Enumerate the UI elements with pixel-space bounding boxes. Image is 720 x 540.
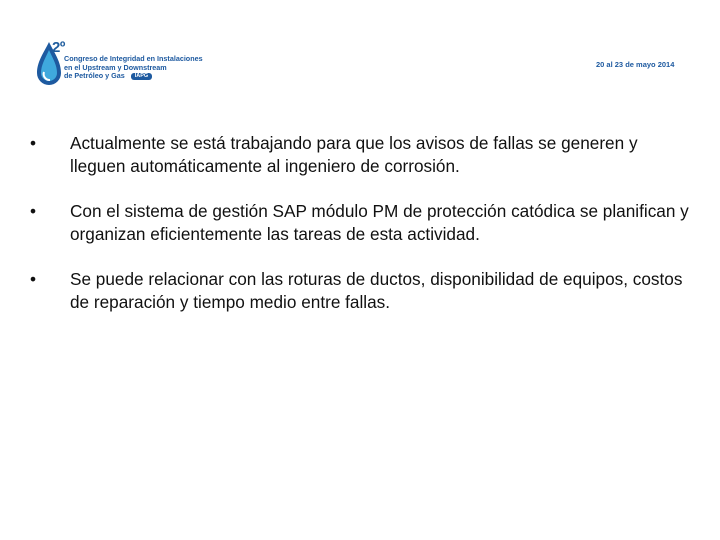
bullet-item [30, 132, 690, 178]
logo-line-3-text: de Petróleo y Gas [64, 71, 125, 81]
congress-logo [34, 40, 244, 90]
logo-ordinal: 2º [52, 39, 65, 56]
logo-title [64, 55, 203, 81]
logo-line-3 [64, 72, 203, 81]
bullet-icon: • [30, 201, 37, 221]
bullet-icon: • [30, 133, 37, 153]
bullet-item [30, 268, 690, 314]
bullet-text: Con el sistema de gestión SAP módulo PM de protección catódica se planifican y organizan eficientemente las tareas de esta actividad. [70, 201, 689, 244]
slide-header [0, 0, 720, 100]
event-date: 20 al 23 de mayo 2014 [596, 60, 675, 69]
bullet-text: Actualmente se está trabajando para que los avisos de fallas se generen y lleguen automáticamente al ingeniero de corrosión. [70, 133, 638, 176]
logo-line-2: en el Upstream y Downstream [64, 62, 167, 72]
bullet-item [30, 200, 690, 246]
bullet-list [30, 132, 690, 336]
bullet-text: Se puede relacionar con las roturas de ductos, disponibilidad de equipos, costos de reparación y tiempo medio entre fallas. [70, 269, 683, 312]
logo-line-1: Congreso de Integridad en Instalaciones [64, 54, 203, 63]
iapg-badge: IAPG [131, 73, 152, 80]
bullet-icon: • [30, 269, 37, 289]
